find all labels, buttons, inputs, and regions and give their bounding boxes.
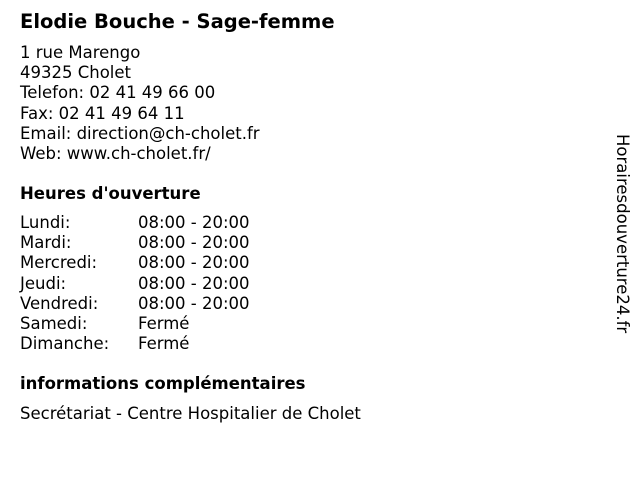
hours-value: 08:00 - 20:00 — [138, 253, 250, 273]
additional-info-heading: informations complémentaires — [20, 374, 306, 393]
site-brand-vertical: Horairesdouverture24.fr — [613, 134, 632, 334]
day-label: Dimanche: — [20, 334, 110, 354]
day-label: Mardi: — [20, 233, 72, 253]
page-title: Elodie Bouche - Sage-femme — [20, 10, 335, 33]
day-label: Jeudi: — [20, 273, 67, 293]
street-address: 1 rue Marengo — [20, 43, 141, 62]
additional-info-text: Secrétariat - Centre Hospitalier de Cholet — [20, 404, 361, 423]
hours-value: 08:00 - 20:00 — [138, 233, 250, 253]
hours-value: 08:00 - 20:00 — [138, 293, 250, 313]
email-address: Email: direction@ch-cholet.fr — [20, 123, 260, 143]
day-label: Samedi: — [20, 313, 88, 333]
website-link[interactable]: Web: www.ch-cholet.fr/ — [20, 144, 211, 164]
day-label: Mercredi: — [20, 253, 98, 273]
contact-block — [20, 43, 260, 164]
hours-value: 08:00 - 20:00 — [138, 273, 250, 293]
city-postcode: 49325 Cholet — [20, 63, 132, 83]
phone-number: Telefon: 02 41 49 66 00 — [20, 83, 216, 103]
opening-hours-heading: Heures d'ouverture — [20, 184, 201, 203]
hours-value: 08:00 - 20:00 — [138, 213, 250, 232]
hours-value: Fermé — [138, 334, 190, 354]
fax-number: Fax: 02 41 49 64 11 — [20, 103, 185, 123]
hours-value: Fermé — [138, 313, 190, 333]
day-label: Lundi: — [20, 213, 71, 232]
day-label: Vendredi: — [20, 293, 99, 313]
